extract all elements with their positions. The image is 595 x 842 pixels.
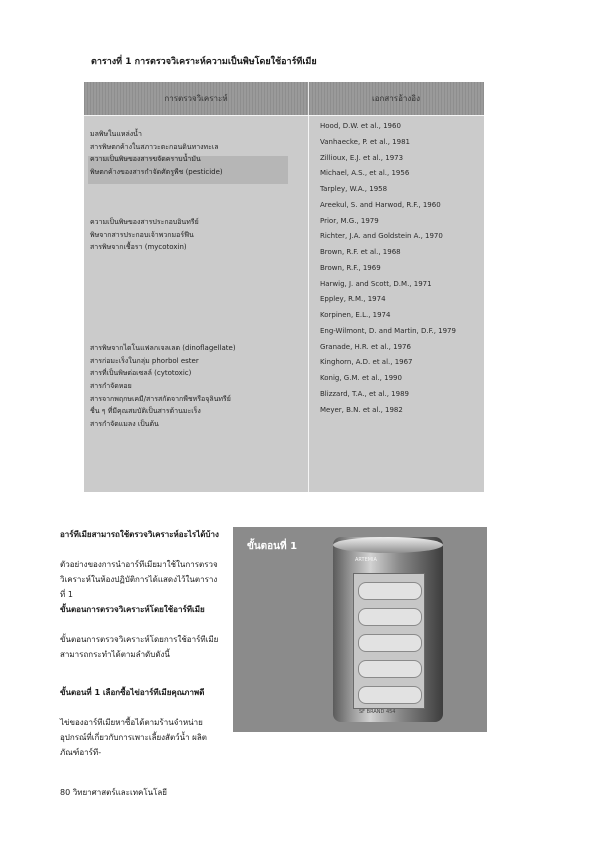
table-reference-cell: Areekul, S. and Harwod, R.F., 1960 [320,200,441,209]
paragraph-step1: ไข่ของอาร์ทีเมียหาซื้อได้ตามร้านจำหน่ายอุปกรณ์ที่เกี่ยวกับการเพาะเลี้ยงสัตว์น้ำ ผลิตภัณฑ์อาร์ที- [60,718,207,757]
table-analysis-cell: สารก่อมะเร็งในกลุ่ม phorbol ester [90,356,199,365]
table-reference-cell: Korpinen, E.L., 1974 [320,311,391,319]
table-analysis-cell: สารที่เป็นพิษต่อเซลล์ (cytotoxic) [90,369,192,378]
paragraph-uses: ตัวอย่างของการนำอาร์ทีเมียมาใช้ในการตรวจวิเคราะห์ในห้องปฏิบัติการได้แสดงไว้ในตารางที่ 1 [60,560,218,599]
table-reference-cell: Brown, R.F. et al., 1968 [320,248,401,256]
can-brand-text: ARTEMIA [355,557,377,563]
table-reference-cell: Granade, H.R. et al., 1976 [320,342,411,351]
can-bottom-text: SF BRAND 454 [359,709,396,715]
can-label-band [358,608,422,626]
table-analysis-cell: ความเป็นพิษของสารขจัดคราบน้ำมัน [90,155,201,164]
table-header-references: เอกสารอ้างอิง [372,94,420,103]
table-analysis-cell: ชื่น ๆ ที่มีคุณสมบัติเป็นสารต้านมะเร็ง [90,407,201,416]
table-analysis-cell: ความเป็นพิษของสารประกอบอินทรีย์ [90,218,199,227]
table-reference-cell: Tarpley, W.A., 1958 [320,185,388,193]
photo-label: ขั้นตอนที่ 1 [247,541,298,552]
table-reference-cell: Zillioux, E.J. et al., 1973 [320,153,404,162]
artemia-egg-can-image [333,537,443,722]
table-reference-cell: Hood, D.W. et al., 1960 [320,122,401,130]
table-reference-cell: Eng-Wilmont, D. and Martin, D.F., 1979 [320,326,456,335]
table-reference-cell: Brown, R.F., 1969 [320,263,381,272]
table-header-analysis: การตรวจวิเคราะห์ [164,94,228,103]
table-header-divider [84,115,484,116]
table-analysis-cell: สารพิษจากไดโนแฟลกเจลเลต (dinoflagellate) [90,344,236,353]
table-analysis-cell: สารกำจัดหอย [90,382,132,390]
table-caption: ตารางที่ 1 การตรวจวิเคราะห์ความเป็นพิษโดยใช้อาร์ทีเมีย [91,57,317,67]
table-analysis-cell: พิษจากสารประกอบเจ้าพวกมอร์ฟีน [90,230,194,239]
table-analysis-cell: สารพิษจากเชื้อรา (mycotoxin) [90,243,187,252]
can-label-band [358,582,422,600]
can-label-band [358,660,422,678]
table-analysis-cell: สารพิษตกค้างในสภาวะตะกอนดินทางทะเล [90,142,219,151]
table-reference-cell: Blizzard, T.A., et al., 1989 [320,389,409,398]
table-reference-cell: Vanhaecke, P. et al., 1981 [320,137,410,146]
can-lid [333,537,443,553]
section-heading-procedure: ขั้นตอนการตรวจวิเคราะห์โดยใช้อาร์ทีเมีย [60,605,205,614]
table-analysis-cell: มลพิษในแหล่งน้ำ [90,130,142,138]
section-heading-step1: ขั้นตอนที่ 1 เลือกซื้อไข่อาร์ทีเมียคุณภาพดี [60,688,205,697]
table-analysis-cell: สารจากพฤกษเคมี/สารสกัดจากพืชหรือจุลินทรีย์ [90,394,231,403]
table-analysis-cell: พิษตกค้างของสารกำจัดศัตรูพืช (pesticide) [90,167,223,176]
reference-table [84,82,484,492]
table-analysis-cell: สารกำจัดแมลง เป็นต้น [90,419,159,428]
table-reference-cell: Prior, M.G., 1979 [320,216,379,225]
can-label-band [358,686,422,704]
page-footer: 80 วิทยาศาสตร์และเทคโนโลยี [60,788,167,797]
table-header [84,82,484,115]
table-reference-cell: Eppley, R.M., 1974 [320,295,386,304]
table-reference-cell: Richter, J.A. and Goldstein A., 1970 [320,232,443,241]
paragraph-procedure: ขั้นตอนการตรวจวิเคราะห์โดยการใช้อาร์ทีเมียสามารถกระทำได้ตามลำดับดังนี้ [60,635,219,659]
table-reference-cell: Konig, G.M. et al., 1990 [320,374,402,382]
can-label-panel [353,573,425,709]
section-heading-uses: อาร์ทีเมียสามารถใช้ตรวจวิเคราะห์อะไรได้บ้าง [60,530,219,539]
table-reference-cell: Harwig, J. and Scott, D.M., 1971 [320,279,432,288]
table-reference-cell: Meyer, B.N. et al., 1982 [320,405,403,414]
step1-photo [233,527,487,732]
table-column-divider [308,82,309,492]
table-reference-cell: Michael, A.S., et al., 1956 [320,169,410,178]
table-reference-cell: Kinghorn, A.D. et al., 1967 [320,358,413,367]
can-label-band [358,634,422,652]
